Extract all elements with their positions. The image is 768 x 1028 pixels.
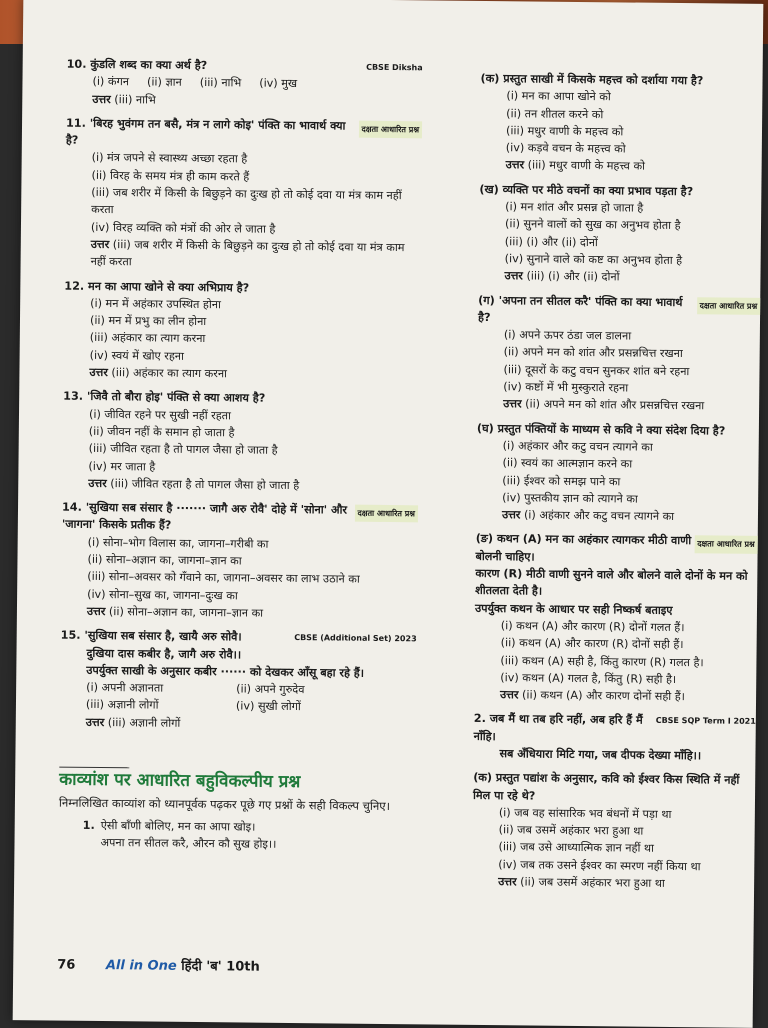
question-line-text: 'सुखिया सब संसार है, खायै अरु सोवै। xyxy=(84,629,242,644)
section-heading-block xyxy=(58,767,415,855)
instruction-text: निम्नलिखित काव्यांश को ध्यानपूर्वक पढ़कर पूछे गए प्रश्नों के सही विकल्प चुनिए। xyxy=(58,795,391,814)
answer-line xyxy=(472,873,754,893)
option-item: (i) सोना–भोग विलास का, जागना–गरीबी का xyxy=(87,535,269,551)
option-item: (ii) सुनने वालों को सुख का अनुभव होता है xyxy=(504,217,681,233)
option-item: (iii) दूसरों के कटु वचन सुनकर शांत बने रहना xyxy=(503,362,690,378)
option-item: (i) मंत्र जपने से स्वास्थ्य अच्छा रहता है xyxy=(91,151,248,166)
section-title: काव्यांश पर आधारित बहुविकल्पीय प्रश्न xyxy=(59,769,301,793)
question-number: 2. xyxy=(473,712,486,726)
option-item: (ii) ज्ञान xyxy=(146,75,182,90)
question-line-text: (ङ) कथन (A) मन का अहंकार त्यागकर मीठी वाणी बोलनी चाहिए। xyxy=(475,532,692,564)
option-item: (iv) पुस्तकीय ज्ञान को त्यागने का xyxy=(502,491,638,506)
answer-label: उत्तर xyxy=(501,508,521,522)
answer-line xyxy=(61,602,417,623)
source-label: CBSE Diksha xyxy=(366,62,423,73)
section-rule xyxy=(59,767,129,769)
page-number: 76 xyxy=(57,957,76,973)
option-item: (ii) तन शीतल करने को xyxy=(506,106,604,121)
answer-label: उत्तर xyxy=(88,476,107,490)
option-item: (iv) सुखी लोगों xyxy=(235,699,301,714)
poem-line-text: अपना तन सीतल करै, औरन कौ सुख होइ।। xyxy=(100,835,277,851)
option-item: (i) मन का आपा खोने को xyxy=(506,89,611,104)
option-item: (iii) अज्ञानी लोगों xyxy=(85,698,159,712)
option-item: (iii) मधुर वाणी के महत्त्व को xyxy=(505,124,624,139)
question-label: (क) प्रस्तुत साखी में किसके महत्त्व को दर्शाया गया है? xyxy=(480,71,704,88)
option-item: (iv) सुनाने वाले को कष्ट का अनुभव होता है xyxy=(504,252,683,268)
question-line-text: उपर्युक्त साखी के अनुसार कबीर ······ को देखकर आँसू बहा रहे हैं। xyxy=(86,663,365,680)
question-label: (ख) व्यक्ति पर मीठे वचनों का क्या प्रभाव पड़ता है? xyxy=(479,182,694,198)
question-number: 14. xyxy=(61,500,82,514)
answer-label: उत्तर xyxy=(92,92,111,106)
answer-line xyxy=(476,506,758,526)
question-block xyxy=(66,56,423,112)
option-item: (ii) मन में प्रभु का लीन होना xyxy=(89,314,207,329)
question-block xyxy=(65,114,423,273)
option-item: (iii) जब शरीर में किसी के बिछुड़ने का दुःख हो तो कोई दवा या मंत्र काम नहीं करता xyxy=(91,185,402,217)
option-item: (ii) कथन (A) और कारण (R) दोनों सही हैं। xyxy=(500,636,684,652)
option-item: (ii) विरह के समय मंत्र ही काम करते हैं xyxy=(91,168,250,184)
option-item: (iv) कथन (A) गलत है, किंतु (R) सही है। xyxy=(500,670,677,686)
answer-line xyxy=(480,156,762,176)
option-item: (iv) कष्टों में भी मुस्कुराते रहना xyxy=(503,380,629,395)
question-label: (ग) 'अपना तन सीतल करै' पंक्ति का क्या भावार्थ है? xyxy=(477,293,683,324)
question-label: मन का आपा खोने से क्या अभिप्राय है? xyxy=(88,279,250,295)
question-label: (क) प्रस्तुत पद्यांश के अनुसार, कवि को ईश्वर किस स्थिति में नहीं मिल पा रहे थे? xyxy=(472,771,740,803)
option-item: (iii) (i) और (ii) दोनों xyxy=(504,234,598,249)
poem-line-text: ऐसी बाँणी बोलिए, मन का आपा खोइ। xyxy=(100,818,256,834)
option-item: (ii) अपने गुरुदेव xyxy=(236,682,305,697)
question-block xyxy=(478,181,761,288)
question-line-text: कारण (R) मीठी वाणी सुनने वाले और बोलने वाले दोनों के मन को शीतलता देती है। xyxy=(475,566,748,598)
question-number: 13. xyxy=(63,389,84,404)
answer-line xyxy=(62,474,418,495)
question-line-text: दुखिया दास कबीर है, जागै अरु रोवै।। xyxy=(86,646,242,661)
answer-label: उत्तर xyxy=(505,158,525,172)
question-number: 11. xyxy=(65,116,86,130)
answer-label: उत्तर xyxy=(503,397,522,411)
option-item: (ii) जीवन नहीं के समान हो जाता है xyxy=(88,424,235,440)
answer-label: उत्तर xyxy=(86,604,106,618)
question-number: 10. xyxy=(66,57,87,71)
poem-line xyxy=(100,834,414,855)
source-label: CBSE (Additional Set) 2023 xyxy=(294,633,417,644)
question-block xyxy=(61,499,418,624)
question-block xyxy=(480,70,763,177)
question-block xyxy=(472,769,755,893)
option-item: (iii) ईश्वर को समझ पाने का xyxy=(502,473,621,488)
question-block xyxy=(62,388,419,496)
option-item: (i) जब वह सांसारिक भव बंधनों में पड़ा था xyxy=(498,806,672,821)
answer-text: (iii) अहंकार का त्याग करना xyxy=(111,366,228,381)
competency-tag: दक्षता आधारित प्रश्न xyxy=(697,297,761,315)
question-line xyxy=(475,565,757,603)
option-item: (i) अपनी अज्ञानता xyxy=(86,680,164,695)
option-item: (iv) मुख xyxy=(259,76,298,91)
option-item: (i) जीवित रहने पर सुखी नहीं रहता xyxy=(88,407,232,422)
competency-tag: दक्षता आधारित प्रश्न xyxy=(358,121,422,139)
question-label: 'सुखिया सब संसार है ······· जागै अरु रोवै' दोहे में 'सोना' और 'जागना' किसके प्रतीक हैं? xyxy=(61,500,348,533)
book-page xyxy=(13,0,764,1028)
answer-text: (ii) कथन (A) और कारण दोनों सही हैं। xyxy=(522,688,686,704)
option-item: (i) कंगन xyxy=(92,75,130,89)
question-line-text: उपर्युक्त कथन के आधार पर सही निष्कर्ष बताइए xyxy=(474,601,673,617)
poem-number: 1. xyxy=(82,818,95,832)
option-item: (iv) कड़वे वचन के महत्त्व को xyxy=(505,141,626,156)
question-block xyxy=(477,291,760,415)
left-column xyxy=(58,49,422,855)
poem-block xyxy=(58,816,414,854)
option-item: (i) अपने ऊपर ठंडा जल डालना xyxy=(503,328,632,343)
right-column xyxy=(472,63,763,893)
option-item: (ii) सोना–अज्ञान का, जागना–ज्ञान का xyxy=(87,552,242,568)
answer-label: उत्तर xyxy=(85,715,105,729)
question-block xyxy=(474,530,758,706)
question-line xyxy=(473,745,755,765)
answer-text: (iii) नाभि xyxy=(114,92,156,107)
answer-label: उत्तर xyxy=(500,688,519,702)
answer-label: उत्तर xyxy=(504,269,523,283)
question-number: 15. xyxy=(60,628,81,642)
question-label: 'जिवै तो बौरा होइ' पंक्ति से क्या आशय है? xyxy=(86,390,266,406)
question-label: कुंडलि शब्द का क्या अर्थ है? xyxy=(90,57,208,73)
competency-tag: दक्षता आधारित प्रश्न xyxy=(354,505,418,523)
option-item: (i) मन शांत और प्रसन्न हो जाता है xyxy=(505,200,644,215)
option-item: (iii) अहंकार का त्याग करना xyxy=(89,331,206,346)
answer-text: (iii) अज्ञानी लोगों xyxy=(107,715,181,730)
question-line-text: सब अँधियारा मिटि गया, जब दीपक देख्या माँहि।। xyxy=(499,747,702,763)
option-item: (iii) जीवित रहता है तो पागल जैसा हो जाता है xyxy=(88,442,278,458)
option-item: (iv) स्वयं में खोए रहना xyxy=(89,348,184,363)
answer-line xyxy=(474,686,756,706)
question-block xyxy=(60,627,417,735)
option-item: (ii) अपने मन को शांत और प्रसन्नचित्त रखना xyxy=(503,345,683,361)
answer-text: (iii) (i) और (ii) दोनों xyxy=(526,269,620,284)
answer-line xyxy=(478,267,760,287)
question-number: 12. xyxy=(64,279,85,293)
answer-text: (iii) मधुर वाणी के महत्त्व को xyxy=(527,158,646,174)
option-item: (iv) मर जाता है xyxy=(88,459,156,474)
answer-text: (ii) सोना–अज्ञान का, जागना–ज्ञान का xyxy=(108,604,264,620)
option-item: (iii) कथन (A) सही है, किंतु कारण (R) गलत है। xyxy=(500,653,704,669)
answer-text: (iii) जीवित रहता है तो पागल जैसा हो जाता है xyxy=(110,476,300,492)
answer-line xyxy=(63,364,419,385)
question-label: 'बिरह भुवंगम तन बसै, मंत्र न लागे कोइ' पंक्ति का भावार्थ क्या है? xyxy=(65,116,346,147)
answer-label: उत्तर xyxy=(90,237,110,252)
answer-line xyxy=(477,395,759,415)
answer-text: (i) अहंकार और कटु वचन त्यागने का xyxy=(523,508,675,524)
option-item: (ii) जब उसमें अहंकार भरा हुआ था xyxy=(498,823,644,838)
answer-label: उत्तर xyxy=(498,875,517,889)
question-block xyxy=(476,420,759,527)
source-label: CBSE SQP Term I 2021 xyxy=(655,716,756,727)
option-item: (iii) सोना–अवसर को गँवाने का, जागना–अवसर का लाभ उठाने का xyxy=(87,570,360,587)
option-item: (i) मन में अहंकार उपस्थित होना xyxy=(90,296,221,312)
option-item: (iii) जब उसे आध्यात्मिक ज्ञान नहीं था xyxy=(498,840,655,856)
answer-text: (iii) जब शरीर में किसी के बिछुड़ने का दुःख हो तो कोई दवा या मंत्र काम नहीं करता xyxy=(90,238,405,269)
answer-line xyxy=(65,236,421,274)
option-item: (iv) विरह व्यक्ति को मंत्रों की ओर ले जाता है xyxy=(90,220,276,236)
question-text xyxy=(473,769,755,807)
book-title: हिंदी 'ब' 10th xyxy=(181,958,260,975)
answer-text: (ii) अपने मन को शांत और प्रसन्नचित्त रखना xyxy=(525,397,705,413)
brand-logo: All in One xyxy=(105,958,177,974)
answer-line xyxy=(66,90,422,111)
answer-label: उत्तर xyxy=(89,365,108,380)
question-label: (घ) प्रस्तुत पंक्तियों के माध्यम से कवि ने क्या संदेश दिया है? xyxy=(476,421,726,438)
options-grid xyxy=(60,679,416,717)
option-item: (ii) स्वयं का आत्मज्ञान करने का xyxy=(502,456,633,471)
question-block xyxy=(63,277,420,385)
option-item: (iv) सोना–सुख का, जागना–दुःख का xyxy=(87,587,238,603)
option-item: (i) अहंकार और कटु वचन त्यागने का xyxy=(502,439,653,454)
question-line-text: जब मैं था तब हरि नहीं, अब हरि हैं मैं नाँहि। xyxy=(473,712,643,743)
option-item: (iii) नाभि xyxy=(199,76,242,90)
competency-tag: दक्षता आधारित प्रश्न xyxy=(694,536,758,554)
question-block xyxy=(473,710,756,765)
option-item: (iv) जब तक उसने ईश्वर का स्मरण नहीं किया था xyxy=(498,857,701,874)
answer-text: (ii) जब उसमें अहंकार भरा हुआ था xyxy=(520,875,665,890)
page-footer xyxy=(57,955,260,975)
option-item: (i) कथन (A) और कारण (R) दोनों गलत हैं। xyxy=(500,619,685,635)
